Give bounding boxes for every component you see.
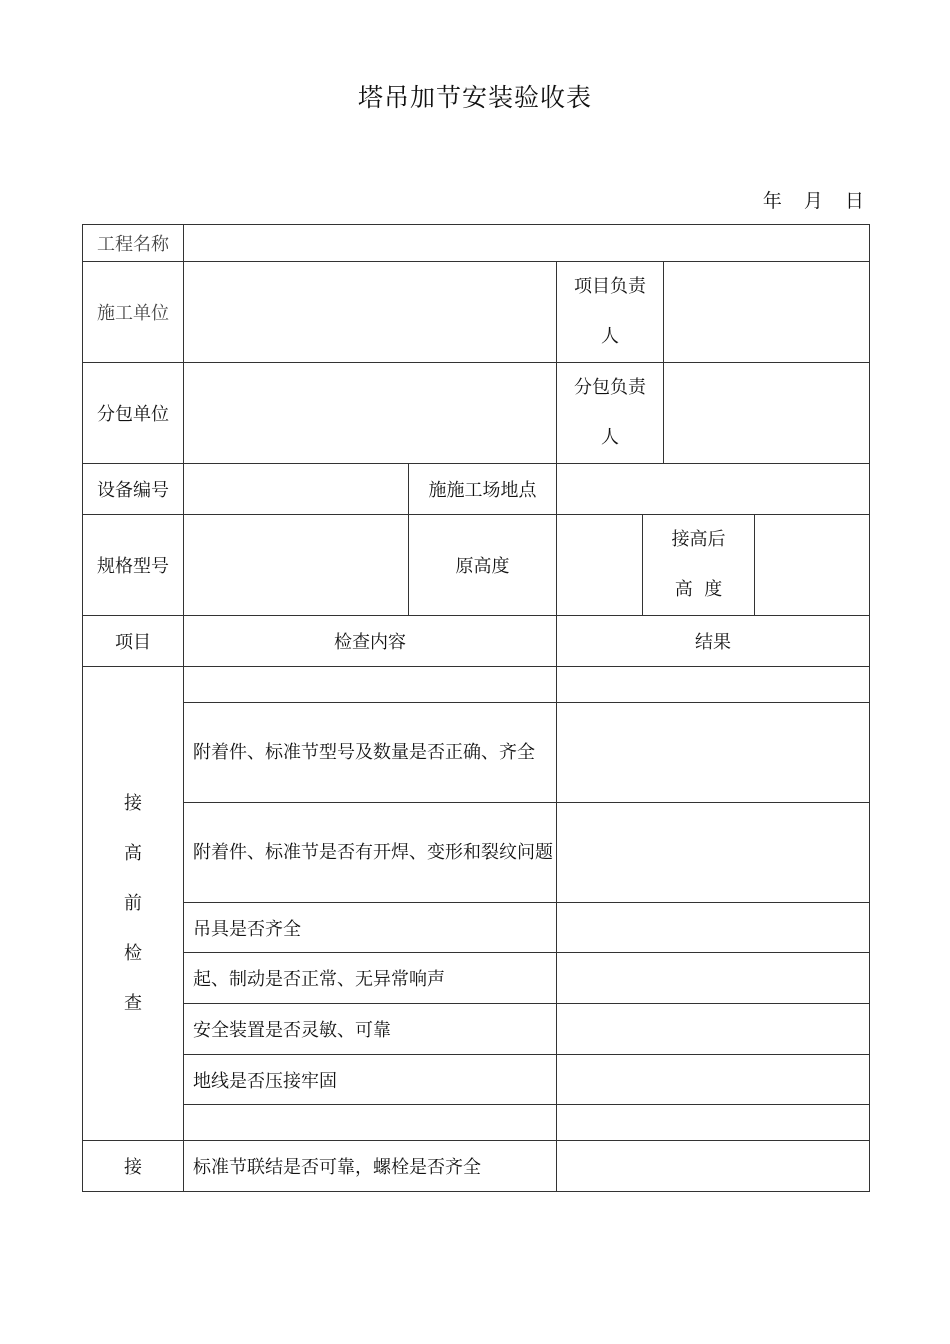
check-item-empty [184,667,557,703]
check-result-field[interactable] [557,1141,870,1192]
project-name-field[interactable] [184,225,870,262]
check-result-field[interactable] [557,1105,870,1141]
date-year: 年 [762,190,782,212]
check-result-field[interactable] [557,953,870,1004]
sub-manager-label [557,363,664,464]
date-month: 月 [803,190,823,212]
spec-field[interactable] [184,515,409,616]
check-item: 吊具是否齐全 [184,903,557,953]
check-result-field[interactable] [557,803,870,903]
header-content: 检查内容 [184,616,557,667]
check-result-field[interactable] [557,1055,870,1105]
site-label: 施施工场地点 [409,464,557,515]
project-manager-label-line1: 项目负责 [574,276,646,297]
subcontractor-label: 分包单位 [83,363,184,464]
sub-manager-field[interactable] [664,363,870,464]
new-height-label-line2: 高 度 [674,579,723,600]
new-height-label [643,515,755,616]
section-label-char: 高 [124,842,142,864]
sub-manager-label-line1: 分包负责 [574,377,646,398]
site-field[interactable] [557,464,870,515]
sub-manager-label-line2: 人 [601,427,619,448]
orig-height-label: 原高度 [409,515,557,616]
date-day: 日 [844,190,864,212]
header-item: 项目 [83,616,184,667]
section-label-char: 查 [124,992,142,1014]
orig-height-field[interactable] [557,515,643,616]
check-result-field[interactable] [557,1004,870,1055]
equipment-no-label: 设备编号 [83,464,184,515]
section-label-char: 前 [124,892,142,914]
check-item-empty [184,1105,557,1141]
check-result-field[interactable] [557,667,870,703]
check-item: 附着件、标准节型号及数量是否正确、齐全 [184,703,557,803]
check-item: 起、制动是否正常、无异常响声 [184,953,557,1004]
check-item: 附着件、标准节是否有开焊、变形和裂纹问题 [184,803,557,903]
spec-label: 规格型号 [83,515,184,616]
header-result: 结果 [557,616,870,667]
section-label-char: 接 [124,792,142,814]
check-result-field[interactable] [557,703,870,803]
construction-unit-field[interactable] [184,262,557,363]
project-manager-field[interactable] [664,262,870,363]
section-label-char: 检 [124,942,142,964]
new-height-field[interactable] [755,515,870,616]
section-label-pre-check [83,667,184,1141]
construction-unit-label: 施工单位 [83,262,184,363]
check-item: 安全装置是否灵敏、可靠 [184,1004,557,1055]
project-manager-label [557,262,664,363]
check-result-field[interactable] [557,903,870,953]
date-line [747,186,864,213]
subcontractor-field[interactable] [184,363,557,464]
new-height-label-line1: 接高后 [671,529,726,550]
equipment-no-field[interactable] [184,464,409,515]
check-item: 标准节联结是否可靠，螺栓是否齐全 [184,1141,557,1192]
acceptance-form [82,224,870,1192]
page-title: 塔吊加节安装验收表 [357,83,592,112]
section-label-post: 接 [83,1141,184,1192]
project-name-label: 工程名称 [83,225,184,262]
project-manager-label-line2: 人 [601,326,619,347]
check-item: 地线是否压接牢固 [184,1055,557,1105]
